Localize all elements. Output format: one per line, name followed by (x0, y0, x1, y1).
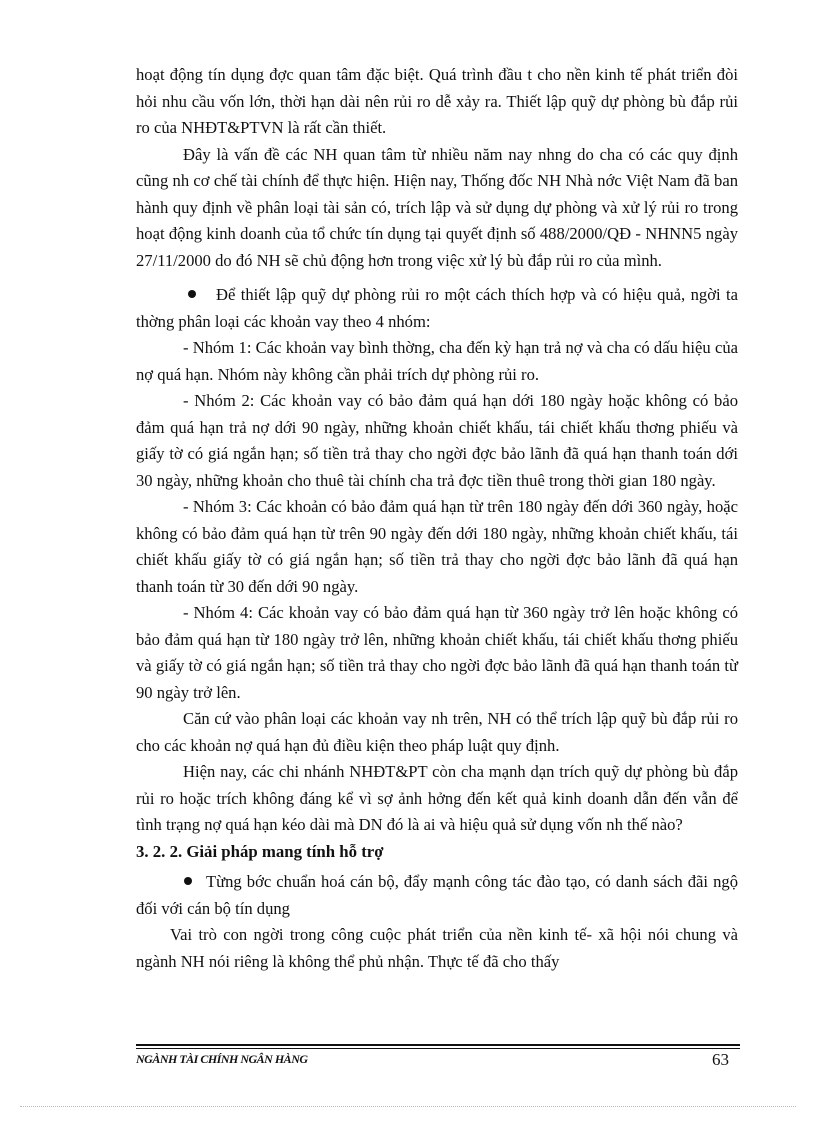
bullet-paragraph-2 (136, 869, 738, 922)
footer-title: NGÀNH TÀI CHÍNH NGÂN HÀNG (136, 1052, 308, 1066)
bullet-paragraph-2-text: Từng bớc chuẩn hoá cán bộ, đẩy mạnh công tác đào tạo, có danh sách đãi ngộ đối với cán bộ tín dụng (136, 872, 738, 918)
group-1-paragraph: - Nhóm 1: Các khoản vay bình thờng, cha đến kỳ hạn trả nợ và cha có dấu hiệu của nợ quá hạn. Nhóm này không cần phải trích dự phòng rủi ro. (136, 338, 738, 384)
bullet-icon (188, 290, 196, 298)
group-3-paragraph: - Nhóm 3: Các khoản có bảo đảm quá hạn từ trên 180 ngày đến dới 360 ngày, hoặc không có bảo đảm quá hạn từ trên 90 ngày đến dới 180 ngày, những khoản chiết khấu, tái chiết khấu giấy tờ có giá ngắn hạn; số tiền trả thay cho ngời đợc bảo lãnh đã quá hạn thanh toán từ 30 đến dới 90 ngày. (136, 497, 738, 596)
page-number: 63 (712, 1050, 729, 1069)
group-4-paragraph: - Nhóm 4: Các khoản vay có bảo đảm quá hạn từ 360 ngày trở lên hoặc không có bảo đảm quá hạn từ 180 ngày trở lên, những khoản chiết khấu, tái chiết khấu thơng phiếu và giấy tờ có giá ngắn hạn; số tiền trả thay cho ngời đợc bảo lãnh đã quá hạn thanh toán từ 90 ngày trở lên. (136, 603, 738, 702)
document-body (136, 62, 738, 975)
paragraph-2: Đây là vấn đề các NH quan tâm từ nhiều năm nay nhng do cha có các quy định cũng nh cơ chế tài chính để thực hiện. Hiện nay, Thống đốc NH Nhà nớc Việt Nam đã ban hành quy định về phân loại tài sản có, trích lập và sử dụng dự phòng và xử lý rủi ro trong hoạt động kinh doanh của tổ chức tín dụng tại quyết định số 488/2000/QĐ - NHNN5 ngày 27/11/2000 do đó NH sẽ chủ động hơn trong việc xử lý bù đắp rủi ro của mình. (136, 144, 738, 270)
paragraph-8: Căn cứ vào phân loại các khoản vay nh trên, NH có thể trích lập quỹ bù đắp rủi ro cho các khoản nợ quá hạn đủ điều kiện theo pháp luật quy định. (136, 709, 738, 755)
paragraph-11: Vai trò con ngời trong công cuộc phát triển của nền kinh tế- xã hội nói chung và ngành NH nói riêng là không thể phủ nhận. Thực tế đã cho thấy (136, 925, 738, 971)
group-2-paragraph: - Nhóm 2: Các khoản vay có bảo đảm quá hạn dới 180 ngày hoặc không có bảo đảm quá hạn trả nợ dới 90 ngày, những khoản chiết khấu, tái chiết khấu thơng phiếu và giấy tờ có giá ngắn hạn; số tiền trả thay cho ngời đợc bảo lãnh đã quá hạn thanh toán dới 30 ngày, những khoản cho thuê tài chính cha trả đợc tiền thuê trong thời gian 180 ngày. (136, 391, 738, 490)
bullet-icon (184, 877, 192, 885)
footer-rule (136, 1044, 740, 1046)
paragraph-1: hoạt động tín dụng đợc quan tâm đặc biệt. Quá trình đầu t cho nền kinh tế phát triển đòi hỏi nhu cầu vốn lớn, thời hạn dài nên rủi ro dễ xảy ra. Thiết lập quỹ dự phòng bù đắp rủi ro của NHĐT&PTVN là rất cần thiết. (136, 65, 738, 137)
page-bottom-dotted-line (20, 1106, 796, 1107)
paragraph-9: Hiện nay, các chi nhánh NHĐT&PT còn cha mạnh dạn trích quỹ dự phòng bù đắp rủi ro hoặc trích không đáng kể vì sợ ảnh hởng đến kết quả kinh doanh dẫn đến vẫn để tình trạng nợ quá hạn kéo dài mà DN đó là ai và hiệu quả sử dụng vốn nh thế nào? (136, 762, 738, 834)
bullet-paragraph-1 (136, 282, 738, 335)
bullet-paragraph-1-text: Để thiết lập quỹ dự phòng rủi ro một cách thích hợp và có hiệu quả, ngời ta thờng phân loại các khoản vay theo 4 nhóm: (136, 285, 738, 331)
footer-rule-thin (136, 1048, 740, 1049)
section-heading: 3. 2. 2. Giải pháp mang tính hỗ trợ (136, 841, 384, 861)
